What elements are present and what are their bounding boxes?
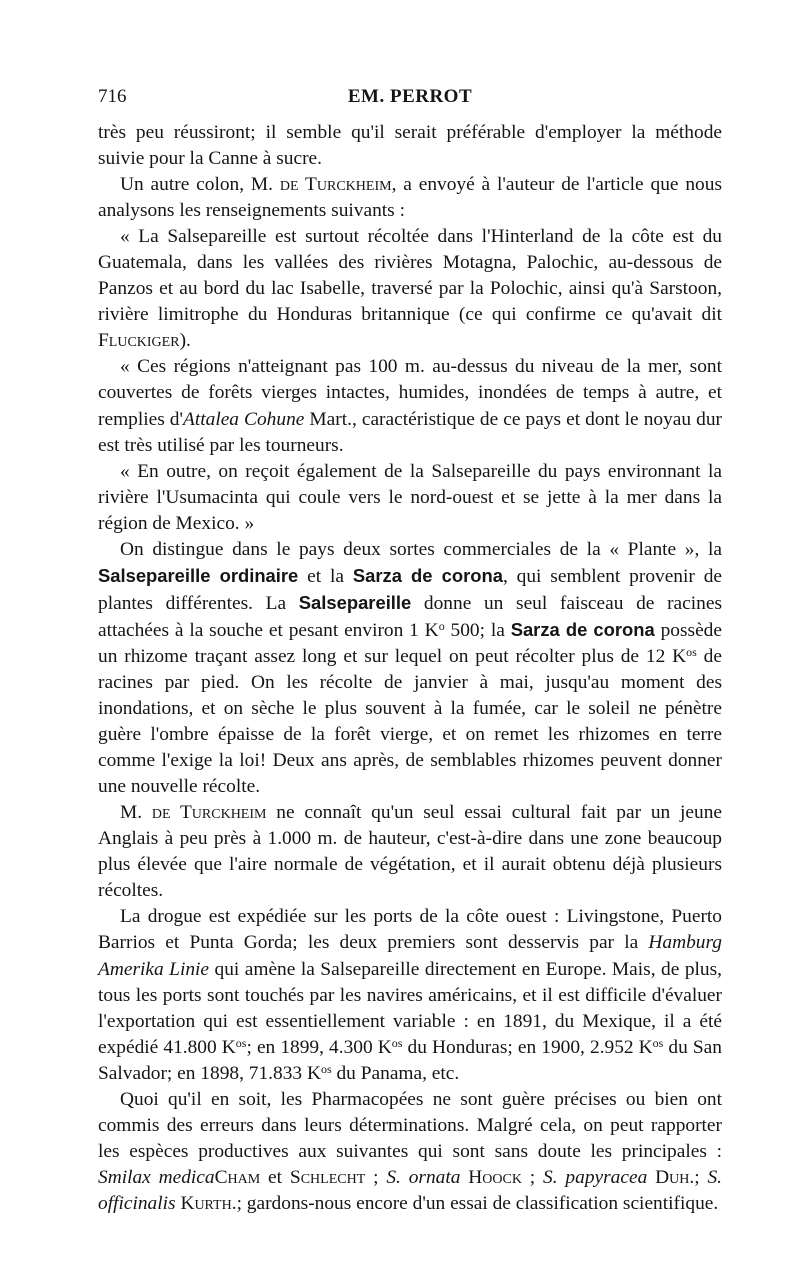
paragraph-1 — [98, 120, 722, 172]
paragraph-7 — [98, 800, 722, 904]
author-name: Schlecht — [289, 1166, 366, 1188]
text: Quoi qu'il en soit, les Pharmacopées ne sont guère précises ou bien ont commis des erreurs dans leurs déterminations. Malgré cela, on peut rapporter les espèces productives aux suivantes qui sont sans doute les principales : — [98, 1088, 722, 1162]
text: du San Salvador; en 1898, 71.833 K — [98, 1036, 722, 1084]
author-name: Cham — [214, 1166, 261, 1188]
text: qui amène la Salsepareille directement en Europe. Mais, de plus, tous les ports sont touchés par les navires américains, et il est difficile d'évaluer l'exportation qui est essentiellement variable : en 1891, du Mexique, il a été expédié 41.800 K — [98, 958, 722, 1058]
text: très peu réussiront; il semble qu'il serait préférable d'employer la méthode suivie pour la Canne à sucre. — [98, 122, 722, 170]
species-name: Attalea Cohune — [183, 408, 305, 430]
paragraph-5 — [98, 459, 722, 537]
paragraph-4 — [98, 354, 722, 458]
text: ). — [179, 330, 191, 352]
species-name: S. papyracea — [543, 1166, 648, 1188]
superscript: os — [235, 1035, 247, 1050]
text: 500; la — [444, 619, 511, 641]
text — [647, 1167, 655, 1188]
text: Un autre colon, M. — [120, 174, 280, 196]
author-name: Kurth. — [180, 1192, 237, 1214]
paragraph-8 — [98, 904, 722, 1086]
text: La drogue est expédiée sur les ports de la côte ouest : Livingstone, Puerto Barrios et Punta Gorda; les deux premiers sont desservis par la — [98, 906, 722, 954]
superscript: o — [438, 618, 445, 633]
bold-term: Salsepareille — [298, 591, 412, 613]
species-name: S. ornata — [386, 1166, 461, 1188]
text: de racines par pied. On les récolte de janvier à mai, jusqu'au moment des inondations, et on sèche le plus souvent à la fumée, car le soleil ne pénètre guère l'ombre épaisse de la forêt vierge, et on remet les rhizomes en terre comme l'exige la loi! Deux ans après, de semblables rhizomes peuvent donner une nouvelle récolte. — [98, 645, 722, 798]
text: et la — [298, 565, 353, 587]
running-title: EM. PERROT — [347, 86, 473, 107]
text: possède un rhizome traçant assez long et sur lequel on peut récolter plus de 12 K — [98, 619, 722, 667]
text: ; gardons-nous encore d'un essai de classification scientifique. — [236, 1192, 719, 1214]
text: Mart., caractéristique de ce pays et dont le noyau dur est très utilisé par les tourneurs. — [98, 408, 722, 456]
superscript: os — [686, 644, 697, 659]
text: ; — [521, 1166, 544, 1188]
author-name: Hoock — [468, 1166, 522, 1188]
text: On distingue dans le pays deux sortes commerciales de la « Plante », la — [120, 538, 722, 560]
body-text — [98, 120, 722, 1217]
species-name: S. officinalis — [98, 1166, 722, 1214]
bold-term: Sarza de corona — [352, 564, 503, 586]
superscript: os — [320, 1061, 332, 1076]
text: , qui semblent provenir de plantes différentes. La — [98, 565, 723, 614]
text: ne connaît qu'un seul essai cultural fait par un jeune Anglais à peu près à 1.000 m. de hauteur, c'est-à-dire dans une zone beaucoup plus élevée que l'aire normale de végétation, et il aurait obtenu déjà plusieurs récoltes. — [98, 802, 722, 902]
text: M. — [120, 802, 152, 824]
author-name: Duh. — [655, 1166, 695, 1188]
text: du Panama, etc. — [331, 1062, 460, 1084]
text: ; — [365, 1166, 387, 1188]
paragraph-6 — [98, 537, 722, 800]
page-number: 716 — [98, 86, 127, 107]
paragraph-2 — [98, 172, 722, 224]
author-name: Fluckiger — [98, 330, 180, 352]
superscript: os — [391, 1035, 403, 1050]
text: donne un seul faisceau de racines attachées à la souche et pesant environ 1 K — [98, 592, 722, 641]
bold-term: Salsepareille ordinaire — [98, 564, 299, 586]
author-name: de Turckheim — [151, 802, 267, 824]
paragraph-3 — [98, 224, 722, 354]
paragraph-9 — [98, 1087, 722, 1217]
running-header — [98, 86, 722, 112]
superscript: os — [652, 1035, 664, 1050]
text: du Honduras; en 1900, 2.952 K — [402, 1036, 653, 1058]
text: « La Salsepareille est surtout récoltée dans l'Hinterland de la côte est du Guatemala, dans les vallées des rivières Motagna, Palochic, au-dessous de Panzos et au bord du lac Isabelle, traversé par la Polochic, ainsi qu'à Sarstoon, rivière limitrophe du Honduras britannique (ce qui confirme ce qu'avait dit — [98, 226, 722, 326]
text: ; — [694, 1166, 708, 1188]
text: « En outre, on reçoit également de la Salsepareille du pays environnant la rivière l'Usumacinta qui coule vers le nord-ouest et se jette à la mer dans la région de Mexico. » — [98, 460, 722, 534]
author-name: de Turckheim — [279, 174, 392, 196]
company-name: Hamburg Amerika Linie — [98, 932, 722, 980]
text: et — [260, 1166, 290, 1188]
text: ; en 1899, 4.300 K — [246, 1036, 392, 1058]
species-name: Smilax medica — [98, 1166, 215, 1188]
text: , a envoyé à l'auteur de l'article que nous analysons les renseignements suivants : — [98, 174, 722, 222]
text: « Ces régions n'atteignant pas 100 m. au-dessus du niveau de la mer, sont couvertes de forêts vierges intactes, humides, inondées de temps à autre, et remplies d' — [98, 356, 722, 430]
bold-term: Sarza de corona — [510, 618, 655, 640]
